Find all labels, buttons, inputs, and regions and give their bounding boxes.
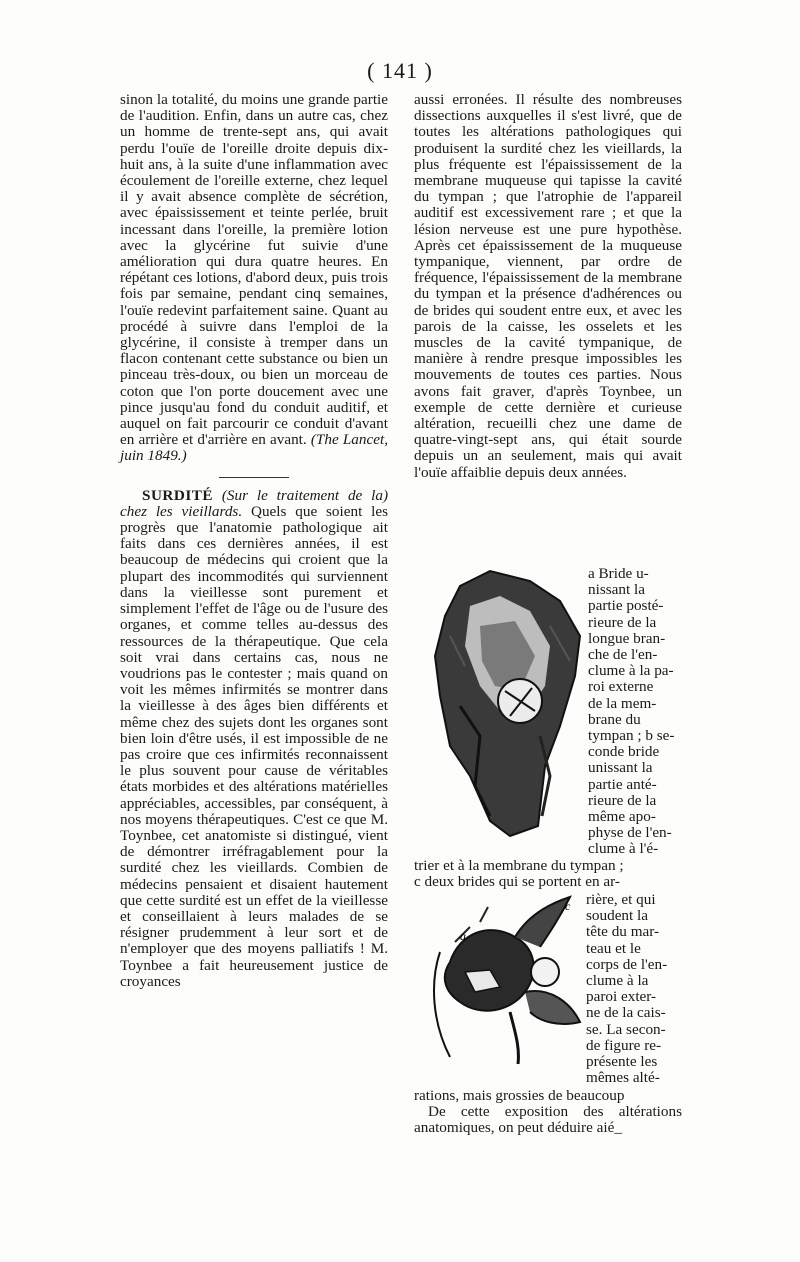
citation: (The Lancet, juin 1849.) [120, 431, 388, 465]
left-paragraph-1: sinon la totalité, du moins une grande partie de l'audition. Enfin, dans un autre cas, chez un homme de trente-sept ans, qui avait perdu l'ouïe de l'oreille droite depuis dix-huit ans, à la suite d'une inflammation avec écoulement de l'oreille externe, chez lequel il y avait absence complète de sécrétion, avec épaississement et teinte perlée, bruit incessant dans l'oreille, la première lotion avec la glycérine fut suivie d'une amélioration qui dura quatre heures. En répétant ces lotions, d'abord deux, puis trois fois par semaine, pendant cinq semaines, l'ouïe redevint parfaitement saine. Quant au procédé à suivre dans l'emploi de la glycérine, il consiste à tremper dans un flacon contenant cette substance ou bien un pinceau très-doux, ou bien un morceau de coton que l'on porte doucement avec une pince jusqu'au fond du conduit auditif, et auquel on fait parcourir ce conduit d'avant en arrière et d'arrière en avant. (The Lancet, juin 1849.) [120, 91, 388, 465]
right-paragraph-2: De cette exposition des altérations anatomiques, on peut déduire aié_ [414, 1103, 682, 1137]
svg-text:a: a [460, 929, 466, 943]
left-paragraph-2: SURDITÉ (Sur le traitement de la) chez les vieillards. Quels que soient les progrès que l'anatomie pathologique ait faits dans ces dernières années, il est beaucoup de médecins qui croient que la plupart des incommodités qui surviennent dans la vieillesse sont purement et simplement l'effet de l'âge ou de l'usure des organes, et comme telles au-dessus des ressources de la thérapeutique. Que cela soit vrai dans certains cas, nous ne voudrions pas le contester ; mais quand on voit les mêmes infirmités se montrer dans la vieillesse à des âges bien différents et même chez des sujets dont les organes sont bien loin d'être usés, il est impossible de ne pas croire que ces infirmités reconnaissent le plus souvent pour cause de véritables états morbides et des altérations matérielles appréciables, accessibles, par conséquent, à nos moyens thérapeutiques. C'est ce que M. Toynbee, cet anatomiste si distingué, vient de démontrer irréfragablement pour la surdité chez les vieillards. Combien de médecins pensaient et disaient hautement que cette surdité est un effet de la vieillesse et conseillaient à leurs malades de se résigner prudemment à leur sort et de n'employer que des moyens palliatifs ! M. Toynbee a fait heureusement justice de croyances [120, 486, 389, 990]
ear-ossicle-figure-2 [420, 892, 588, 1068]
figure-2-caption: rière, et qui soudent la tête du mar- teau et le corps de l'en- clume à la paroi exter- ne de la cais- se. La secon- de figure re- présente les mêmes alté- [586, 891, 668, 1087]
section-divider [219, 477, 289, 478]
caption-full-lines-1: trier et à la membrane du tympan ; c deux brides qui se portent en ar- [414, 857, 624, 891]
figure-1-caption: a Bride u- nissant la partie posté- rieure de la longue bran- che de l'en- clume à la pa- roi externe de la mem- brane du tympan ; b se- conde bride unissant la partie anté- rieure de la même apo- physe de l'en- clume à l'é- [588, 565, 675, 858]
right-column [414, 92, 682, 481]
section-heading: SURDITÉ [142, 486, 214, 504]
section-subheading: (Sur le traitement de la) chez les vieillards. [120, 486, 388, 520]
caption-full-lines-2: rations, mais grossies de beaucoup De cette exposition des altérations anatomiques, on peut déduire aié_ [414, 1087, 682, 1137]
page-number: ( 141 ) [367, 58, 433, 83]
svg-text:c: c [565, 899, 571, 913]
right-paragraph-1: aussi erronées. Il résulte des nombreuses dissections auxquelles il s'est livré, que de toutes les altérations pathologiques qui produisent la surdité chez les vieillards, la plus fréquente est l'épaississement de la membrane muqueuse qui tapisse la cavité du tympan ; que l'atrophie de l'appareil auditif est excessivement rare ; et que la lésion nerveuse est une pure hypothèse. Après cet épaississement de la muqueuse tympanique, viennent, par ordre de fréquence, l'épaississement de la membrane du tympan et la présence d'adhérences ou de brides qui soudent entre eux, et avec les parois de la caisse, les osselets et les muscles de la cavité tympanique, de manière à rendre presque impossibles les mouvements de toutes ces parties. Nous avons fait graver, d'après Toynbee, un exemple de cette dernière et curieuse altération, recueilli chez une dame de quatre-vingt-sept ans, qui était sourde depuis un an seulement, mais qui avait l'ouïe affaiblie depuis deux années. [414, 91, 682, 481]
ear-ossicle-figure-1 [420, 566, 590, 842]
left-column [120, 92, 388, 990]
